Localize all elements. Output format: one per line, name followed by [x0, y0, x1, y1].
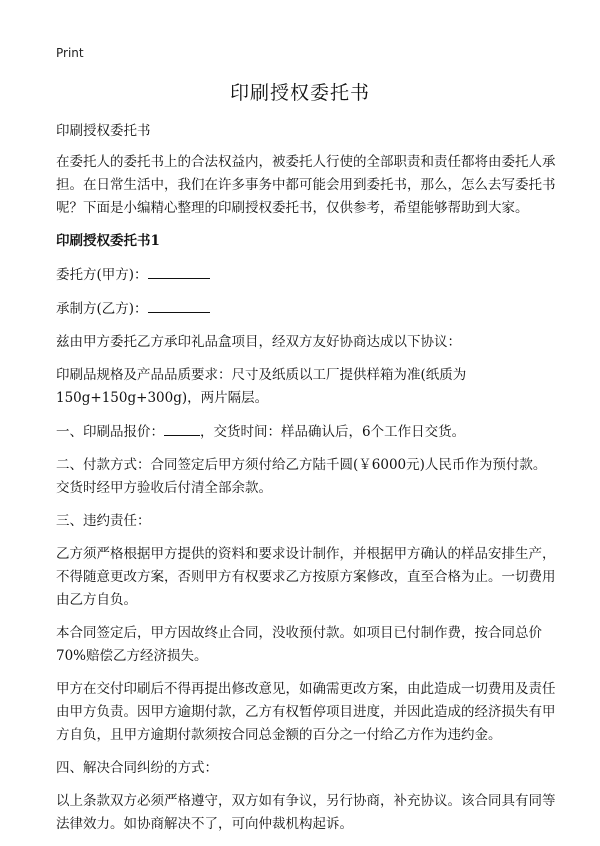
- party-b-blank: [148, 297, 210, 313]
- price-prefix: 一、印刷品报价：: [56, 424, 164, 440]
- liability-paragraph-2: 本合同签定后，甲方因故终止合同，没收预付款。如项目已付制作费，按合同总价70%赔偿乙方经济损失。: [56, 625, 542, 664]
- agreement-intro: 兹由甲方委托乙方承印礼品盒项目，经双方友好协商达成以下协议：: [56, 334, 461, 350]
- document-subtitle: 印刷授权委托书: [56, 123, 151, 139]
- payment-paragraph: 二、付款方式：合同签定后甲方须付给乙方陆千圆(￥6000元)人民币作为预付款。交货时经甲方验收后付清全部余款。: [56, 457, 547, 496]
- dispute-heading: 四、解决合同纠纷的方式：: [56, 760, 218, 776]
- liability-paragraph-3: 甲方在交付印刷后不得再提出修改意见，如确需更改方案，由此造成一切费用及责任由甲方负责。因甲方逾期付款，乙方有权暂停项目进度，并因此造成的经济损失有甲方自负，且甲方逾期付款须按合同总金额的百分之一付给乙方作为违约金。: [56, 681, 556, 743]
- document-title: 印刷授权委托书: [229, 82, 370, 104]
- document-body: [56, 120, 556, 846]
- party-a-line: [56, 263, 556, 287]
- price-suffix: ，交货时间：样品确认后，6个工作日交货。: [200, 424, 466, 440]
- spec-paragraph: 印刷品规格及产品品质要求：尺寸及纸质以工厂提供样箱为准(纸质为150g+150g+300g)，两片隔层。: [56, 367, 467, 406]
- party-b-line: [56, 297, 556, 321]
- liability-heading: 三、违约责任：: [56, 513, 151, 529]
- price-blank: [164, 420, 200, 436]
- party-a-label: 委托方(甲方)：: [56, 267, 148, 283]
- intro-paragraph: 在委托人的委托书上的合法权益内，被委托人行使的全部职责和责任都将由委托人承担。在日常生活中，我们在许多事务中都可能会用到委托书，那么，怎么去写委托书呢？下面是小编精心整理的印刷授权委托书，仅供参考，希望能够帮助到大家。: [56, 154, 556, 216]
- dispute-paragraph: 以上条款双方必须严格遵守，双方如有争议，另行协商，补充协议。该合同具有同等法律效力。如协商解决不了，可向仲裁机构起诉。: [56, 793, 556, 832]
- liability-paragraph-1: 乙方须严格根据甲方提供的资料和要求设计制作，并根据甲方确认的样品安排生产，不得随意更改方案，否则甲方有权要求乙方按原方案修改，直至合格为止。一切费用由乙方自负。: [56, 546, 556, 608]
- print-label: Print: [56, 46, 84, 60]
- price-line: [56, 420, 556, 444]
- party-a-blank: [148, 263, 210, 279]
- section-heading-1: 印刷授权委托书1: [56, 233, 160, 249]
- party-b-label: 承制方(乙方)：: [56, 301, 148, 317]
